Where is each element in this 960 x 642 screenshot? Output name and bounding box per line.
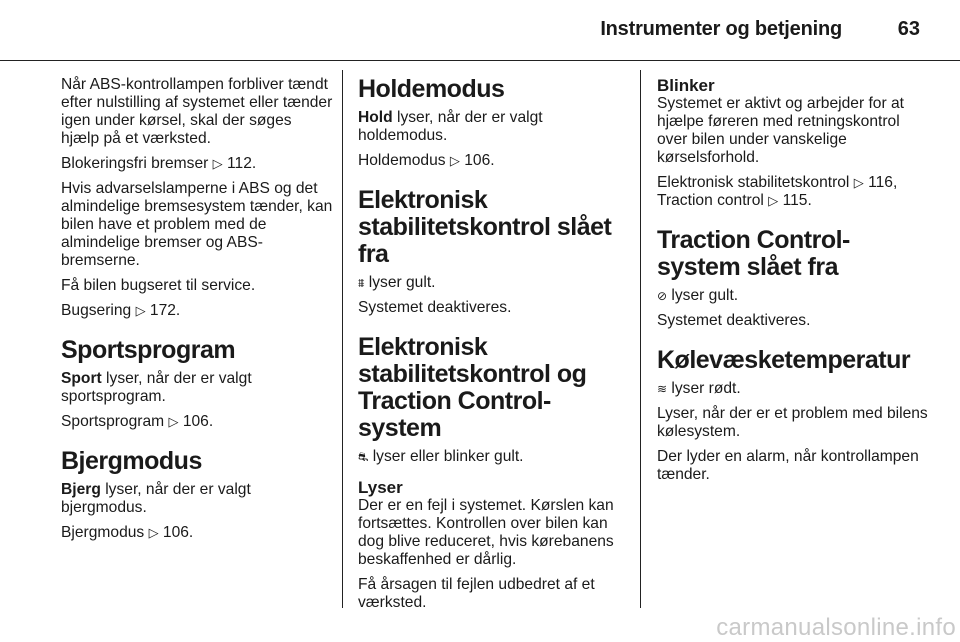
status-text: lyser gult. bbox=[667, 287, 739, 304]
reference-text: Holdemodus bbox=[358, 152, 446, 169]
coolant-paragraph-2: Der lyder en alarm, når kontrollampen tænder. bbox=[657, 448, 919, 483]
hold-label: Hold bbox=[358, 109, 393, 126]
reference-page: 115. bbox=[782, 192, 812, 209]
reference-text: Blokeringsfri bremser bbox=[61, 155, 209, 172]
lights-heading: Lyser bbox=[358, 478, 403, 497]
page-ref-icon: ▷ bbox=[449, 153, 460, 168]
blink-paragraph: Systemet er aktivt og arbejder for at hjælpe føreren med retningskontrol over bilen under vanskelige kørselsforhold. bbox=[657, 95, 905, 166]
abs-paragraph-3: Få bilen bugseret til service. bbox=[61, 277, 256, 294]
page-number: 63 bbox=[897, 18, 920, 40]
abs-paragraph-1: Når ABS-kontrollampen forbliver tændt efter nulstilling af systemet eller tænder igen under kørsel, skal der søges hjælp på et værksted. bbox=[61, 76, 333, 147]
esc-tc-status bbox=[358, 448, 630, 466]
reference-page: 106. bbox=[182, 413, 214, 430]
column-3 bbox=[657, 76, 929, 491]
sport-paragraph bbox=[61, 370, 333, 406]
reference-page: 172. bbox=[149, 302, 181, 319]
blink-heading: Blinker bbox=[657, 76, 715, 95]
lights-paragraph-2: Få årsagen til fejlen udbedret af et værksted. bbox=[358, 576, 595, 611]
blink-references bbox=[657, 174, 929, 210]
esc-off-status bbox=[358, 274, 630, 292]
page-ref-icon: ▷ bbox=[168, 414, 179, 429]
coolant-paragraph-1: Lyser, når der er et problem med bilens kølesystem. bbox=[657, 405, 928, 440]
tc-off-heading: Traction Control-system slået fra bbox=[657, 226, 850, 281]
sport-heading: Sportsprogram bbox=[61, 336, 236, 364]
hold-paragraph bbox=[358, 109, 630, 145]
hill-heading: Bjergmodus bbox=[61, 447, 202, 475]
hill-reference bbox=[61, 524, 333, 542]
page-header-title: Instrumenter og betjening bbox=[600, 18, 842, 40]
esc-tc-heading: Elektronisk stabilitetskontrol og Traction Control-system bbox=[358, 333, 587, 442]
hold-heading: Holdemodus bbox=[358, 75, 505, 103]
lights-paragraph-1: Der er en fejl i systemet. Kørslen kan fortsættes. Kontrollen over bilen kan dog blive reduceret, hvis kørebanens beskaffenhed er dårlig. bbox=[358, 497, 614, 568]
tc-off-status bbox=[657, 287, 929, 305]
page-ref-icon: ▷ bbox=[135, 303, 146, 318]
reference-text: Elektronisk stabilitetskontrol bbox=[657, 174, 850, 191]
reference-text: Traction control bbox=[657, 192, 764, 209]
status-text: lyser gult. bbox=[364, 274, 436, 291]
reference-text: Sportsprogram bbox=[61, 413, 165, 430]
tc-off-paragraph: Systemet deaktiveres. bbox=[657, 312, 811, 329]
page-ref-icon: ▷ bbox=[768, 193, 779, 208]
page-ref-icon: ▷ bbox=[212, 156, 223, 171]
coolant-status bbox=[657, 380, 929, 398]
esc-off-icon: ⩩ bbox=[358, 276, 365, 290]
reference-page: 106. bbox=[464, 152, 495, 169]
page-ref-icon: ▷ bbox=[853, 175, 864, 190]
hold-reference bbox=[358, 152, 630, 170]
hold-text: lyser, når der er valgt holdemodus. bbox=[358, 109, 543, 144]
sport-label: Sport bbox=[61, 370, 102, 387]
reference-page: 116, bbox=[868, 174, 898, 191]
status-text: lyser eller blinker gult. bbox=[368, 448, 524, 465]
column-divider-2 bbox=[640, 70, 641, 608]
hill-paragraph bbox=[61, 481, 333, 517]
header-rule bbox=[0, 60, 960, 61]
tow-reference bbox=[61, 302, 333, 320]
coolant-temperature-icon: ≋ bbox=[657, 382, 668, 396]
abs-paragraph-2: Hvis advarselslamperne i ABS og det almindelige bremsesystem tænder, kan bilen have et problem med de almindelige bremser og ABS-bremserne. bbox=[61, 180, 333, 269]
esc-off-paragraph: Systemet deaktiveres. bbox=[358, 299, 512, 316]
coolant-heading: Kølevæsketemperatur bbox=[657, 346, 911, 374]
column-divider-1 bbox=[342, 70, 343, 608]
sport-text: lyser, når der er valgt sportsprogram. bbox=[61, 370, 252, 405]
hill-text: lyser, når der er valgt bjergmodus. bbox=[61, 481, 251, 516]
reference-text: Bjergmodus bbox=[61, 524, 145, 541]
esc-tc-icon: ⛐ bbox=[358, 450, 369, 464]
hill-label: Bjerg bbox=[61, 481, 101, 498]
tc-off-icon: ⊘ bbox=[657, 289, 668, 303]
esc-off-heading: Elektronisk stabilitetskontrol slået fra bbox=[358, 186, 612, 268]
reference-page: 112. bbox=[227, 155, 257, 172]
watermark: carmanualsonline.info bbox=[716, 614, 956, 641]
reference-text: Bugsering bbox=[61, 302, 132, 319]
abs-reference bbox=[61, 155, 333, 173]
column-1 bbox=[61, 76, 333, 549]
reference-page: 106. bbox=[162, 524, 194, 541]
sport-reference bbox=[61, 413, 333, 431]
status-text: lyser rødt. bbox=[667, 380, 741, 397]
column-2 bbox=[358, 76, 630, 619]
page-ref-icon: ▷ bbox=[148, 525, 159, 540]
